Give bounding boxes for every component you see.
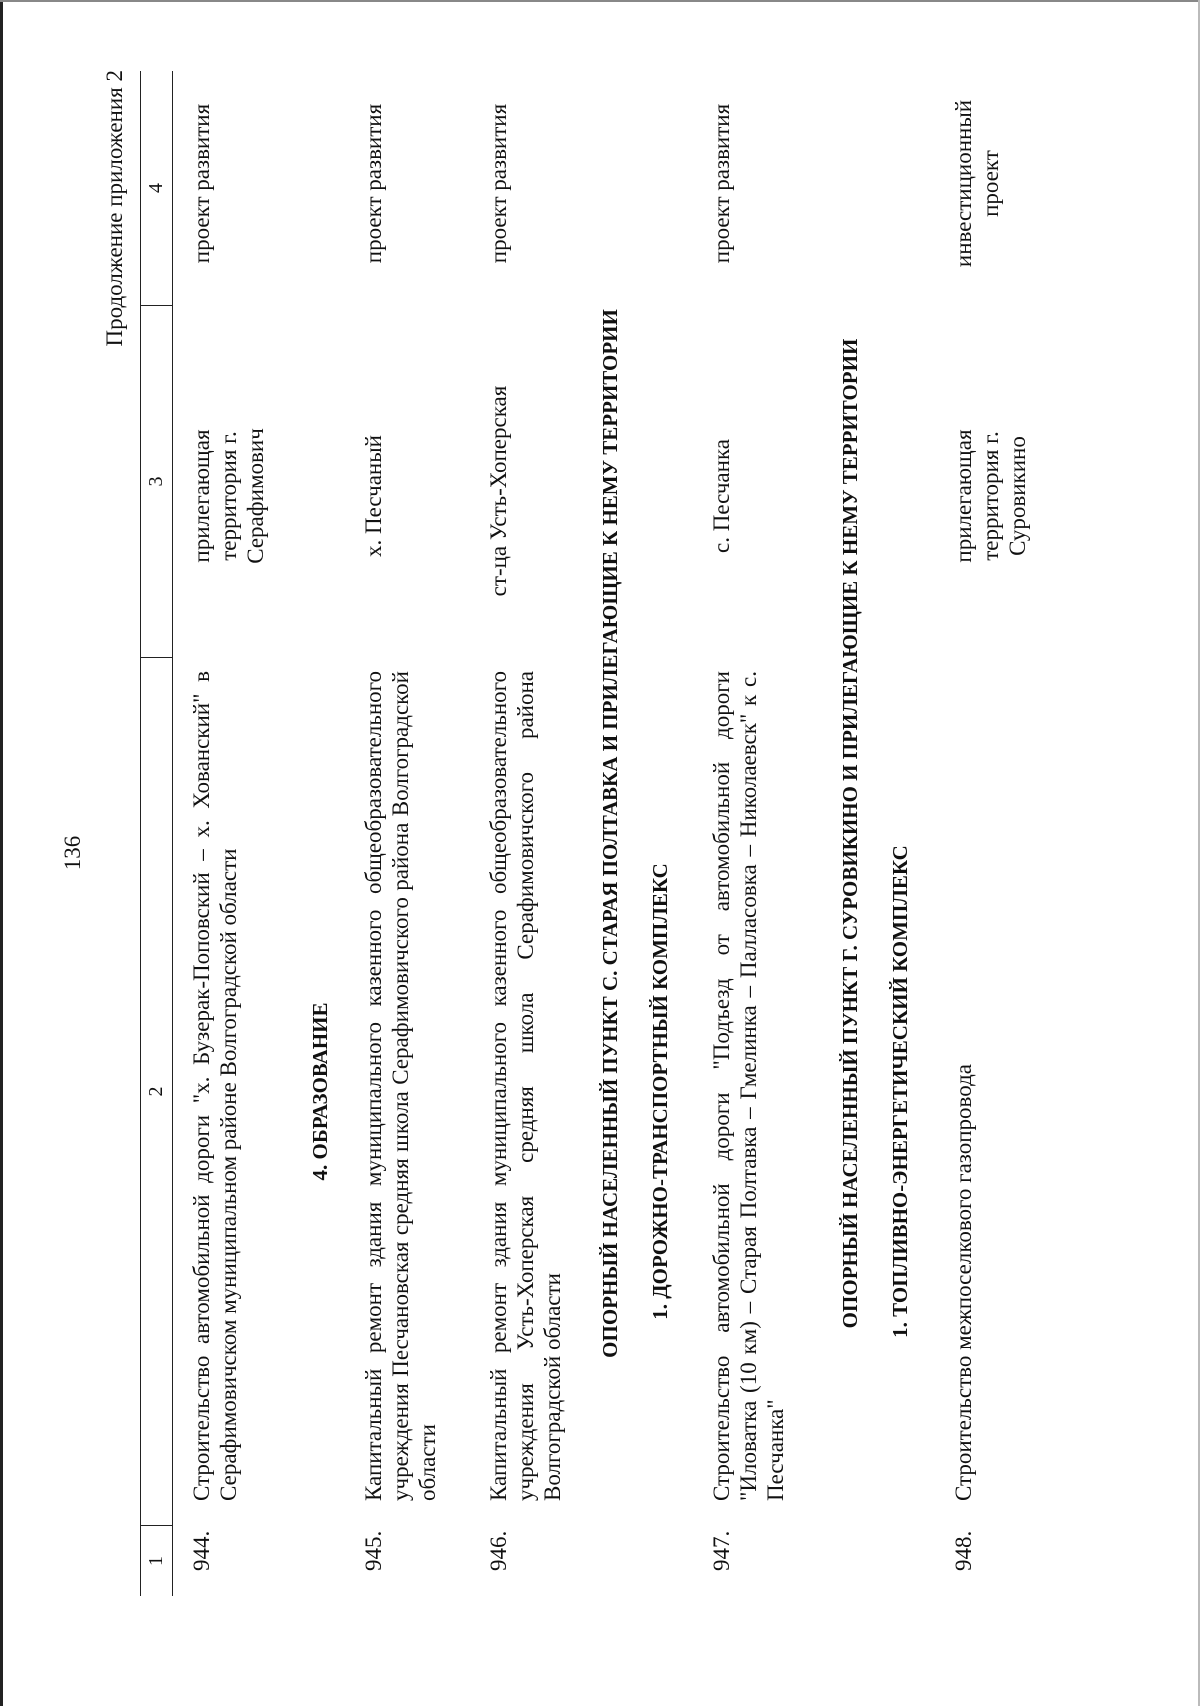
row-type: проект развития	[361, 103, 386, 264]
row-location: х. Песчаный	[361, 435, 386, 557]
row-name: Строительство автомобильной дороги "х. Бузерак-Поповский – х. Хованский" в Серафимовичском муниципальном районе Волгоградской области	[189, 671, 241, 1501]
row-number: 947.	[709, 1530, 734, 1571]
row-type: инвестиционный проект	[951, 99, 1003, 268]
row-location: прилегающая территория г. Серафимович	[189, 428, 268, 564]
row-name: Капитальный ремонт здания муниципального казенного общеобразовательного учреждения Усть-Хоперская средняя школа Серафимовичского района Волгоградской области	[486, 671, 565, 1501]
row-location: ст-ца Усть-Хоперская	[486, 385, 511, 597]
header-col-4: 4	[145, 183, 167, 193]
section-staraya-poltavka: ОПОРНЫЙ НАСЕЛЕННЫЙ ПУНКТ С. СТАРАЯ ПОЛТАВКА И ПРИЛЕГАЮЩИЕ К НЕМУ ТЕРРИТОРИИ	[598, 309, 622, 1358]
row-number: 944.	[189, 1530, 214, 1571]
header-col-1: 1	[145, 1556, 167, 1566]
section-education: 4. ОБРАЗОВАНИЕ	[308, 1002, 332, 1181]
row-type: проект развития	[709, 103, 734, 264]
row-name: Строительство автомобильной дороги "Подъезд от автомобильной дороги "Иловатка (10 км) – Старая Полтавка – Гмелинка – Палласовка – Николаевск" к с. Песчанка"	[709, 671, 788, 1501]
table-header-bottom-line	[172, 71, 173, 1596]
continuation-label: Продолжение приложения 2	[102, 70, 127, 347]
section-surovikino: ОПОРНЫЙ НАСЕЛЕННЫЙ ПУНКТ Г. СУРОВИКИНО И ПРИЛЕГАЮЩИЕ К НЕМУ ТЕРРИТОРИИ	[838, 338, 862, 1329]
section-road-transport: 1. ДОРОЖНО-ТРАНСПОРТНЫЙ КОМПЛЕКС	[648, 863, 672, 1320]
row-name: Строительство межпоселкового газопровода	[951, 1064, 976, 1501]
header-col-3: 3	[145, 476, 167, 487]
row-location: прилегающая территория г. Суровикино	[951, 429, 1030, 563]
row-type: проект развития	[189, 103, 214, 264]
row-type: проект развития	[486, 103, 511, 264]
row-name: Капитальный ремонт здания муниципального казенного общеобразовательного учреждения Песчановская средняя школа Серафимовичского района Волгоградской области	[361, 671, 440, 1501]
row-number: 948.	[951, 1530, 976, 1571]
row-number: 946.	[486, 1530, 511, 1571]
page-number: 136	[60, 835, 85, 871]
row-number: 945.	[361, 1530, 386, 1571]
row-location: с. Песчанка	[709, 439, 734, 553]
section-fuel-energy: 1. ТОПЛИВНО-ЭНЕРГЕТИЧЕСКИЙ КОМПЛЕКС	[888, 845, 912, 1338]
header-col-2: 2	[145, 1086, 167, 1097]
